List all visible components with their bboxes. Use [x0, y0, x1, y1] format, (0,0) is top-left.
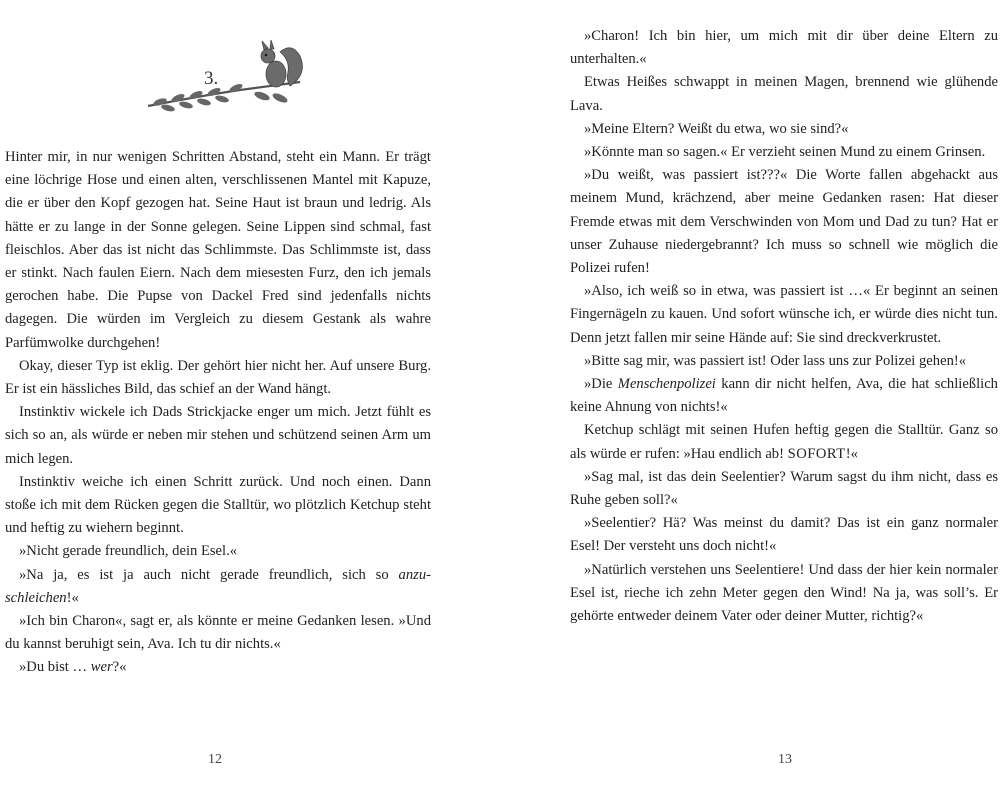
paragraph: Etwas Heißes schwappt in meinen Magen, brennend wie glühende Lava.: [570, 74, 998, 114]
paragraph: »Die Menschenpolizei kann dir nicht helfen, Ava, die hat schließlich keine Ahnung von nichts!«: [570, 376, 998, 416]
paragraph: »Ich bin Charon«, sagt er, als könnte er meine Gedanken lesen. »Und du kannst beruhigt sein, Ava. Ich tu dir nichts.«: [5, 613, 431, 653]
chapter-number: 3.: [204, 68, 219, 89]
paragraph: »Sag mal, ist das dein Seelentier? Warum sagst du ihm nicht, dass es Ruhe geben soll?«: [570, 468, 998, 509]
paragraph: »Du bist … wer?«: [19, 659, 127, 676]
paragraph: Instinktiv weiche ich einen Schritt zurück. Und noch einen. Dann stoße ich mit dem Rücken gegen die Stalltür, wo plötzlich Ketchup steht und heftig zu wiehern beginnt.: [5, 473, 431, 537]
paragraph: »Seelentier? Hä? Was meinst du damit? Das ist ein ganz normaler Esel! Der versteht uns doch nicht!«: [570, 515, 998, 555]
paragraph: »Natürlich verstehen uns Seelentiere! Und dass der hier kein normaler Esel ist, rieche ich zehn Meter gegen den Wind! Na ja, was soll’s. Er gehörte entweder deinem Vater oder deiner Mutter, richtig?«: [570, 561, 998, 625]
paragraph: Ketchup schlägt mit seinen Hufen heftig gegen die Stalltür. Ganz so als würde er rufen: »Hau endlich ab! SOFORT!«: [570, 422, 998, 462]
paragraph: »Nicht gerade freundlich, dein Esel.«: [19, 543, 238, 560]
page-number: 12: [208, 752, 222, 767]
left-page-text: [5, 146, 431, 680]
paragraph: »Bitte sag mir, was passiert ist! Oder lass uns zur Polizei gehen!«: [584, 352, 967, 369]
paragraph: »Du weißt, was passiert ist???« Die Worte fallen abgehackt aus meinem Mund, krächzend, aber meine Gedanken rasen: Hat dieser Fremde etwas mit dem Verschwinden von Mom und Dad zu tun? Hat er unser Zuhause niedergebrannt? Ich muss so schnell wie möglich die Polizei rufen!: [570, 167, 998, 277]
paragraph: »Na ja, es ist ja auch nicht gerade freundlich, sich so anzuschleichen!«: [5, 566, 431, 606]
right-page-text: [570, 25, 998, 628]
chapter-heading: [140, 38, 310, 118]
paragraph: »Charon! Ich bin hier, um mich mit dir über deine Eltern zu unterhalten.«: [570, 28, 998, 68]
paragraph: »Also, ich weiß so in etwa, was passiert ist …« Er beginnt an seinen Fingernägeln zu kauen. Und sofort wünsche ich, er würde dies nicht tun. Denn jetzt fallen mir seine Hände auf: Sie sind dreckverkrustet.: [570, 283, 998, 346]
page-number: 13: [778, 752, 792, 767]
paragraph: Hinter mir, in nur wenigen Schritten Abstand, steht ein Mann. Er trägt eine löchrige Hose und einen alten, verschlissenen Mantel mit Kapuze, die er über den Kopf gezogen hat. Seine Haut ist braun und ledrig. Als hätte er zu lange in der Sonne gelegen. Seine Lippen sind schmal, fast fleischlos. Aber das ist nicht das Schlimmste. Das Schlimmste ist, dass er stinkt. Nach faulen Eiern. Nach dem miesesten Furz, den ich jemals gerochen habe. Die Pupse von Dackel Fred sind jedenfalls nichts dagegen. Die würden im Vergleich zu diesem Gestank als wahre Parfümwolke durchgehen!: [5, 149, 431, 351]
paragraph: Okay, dieser Typ ist eklig. Der gehört hier nicht her. Auf unsere Burg. Er ist ein hässliches Bild, das schief an der Wand hängt.: [5, 357, 431, 398]
paragraph: »Meine Eltern? Weißt du etwa, wo sie sind?«: [584, 120, 849, 137]
right-page: [570, 0, 1000, 800]
paragraph: »Könnte man so sagen.« Er verzieht seinen Mund zu einem Grinsen.: [584, 144, 986, 161]
left-page: [0, 0, 452, 800]
squirrel-on-branch-icon: [140, 38, 310, 118]
paragraph: Instinktiv wickele ich Dads Strickjacke enger um mich. Jetzt fühlt es sich so an, als würde er neben mir stehen und schützend seinen Arm um mich legen.: [5, 404, 431, 467]
